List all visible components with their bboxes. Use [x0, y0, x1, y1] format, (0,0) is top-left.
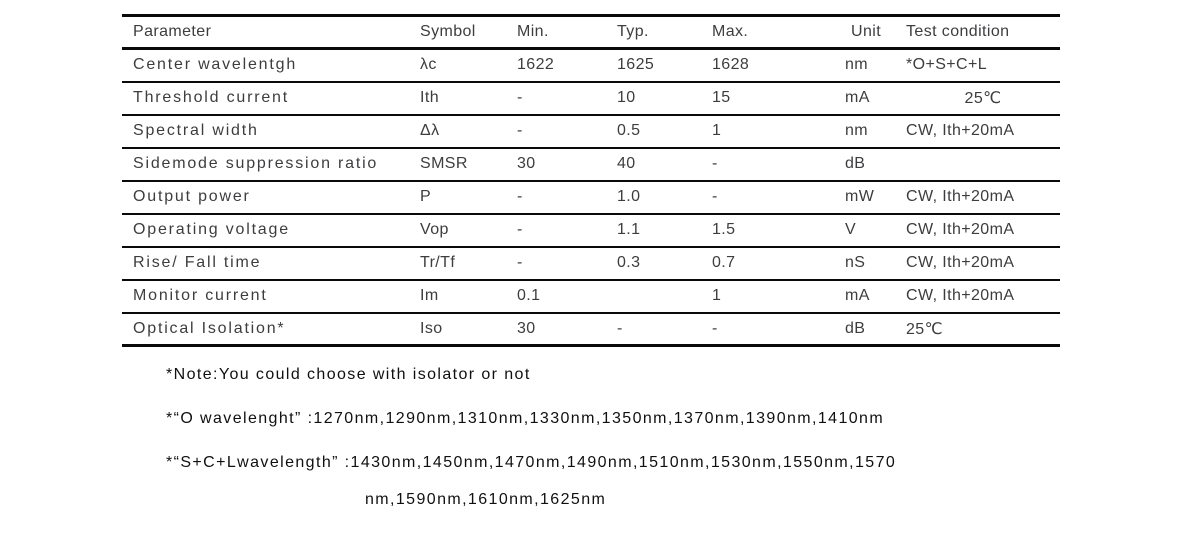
cell-typ: 1625 — [617, 49, 712, 82]
cell-max: 1 — [712, 115, 845, 148]
cell-test: CW, Ith+20mA — [906, 214, 1060, 247]
column-header-parameter: Parameter — [122, 16, 420, 49]
cell-unit: nS — [845, 247, 906, 280]
cell-typ — [617, 280, 712, 313]
cell-symbol: Δλ — [420, 115, 517, 148]
cell-parameter: Sidemode suppression ratio — [122, 148, 420, 181]
note-scl-wavelength-line2: nm,1590nm,1610nm,1625nm — [365, 491, 607, 508]
cell-max: 0.7 — [712, 247, 845, 280]
cell-symbol: P — [420, 181, 517, 214]
cell-max: - — [712, 148, 845, 181]
cell-symbol: Vop — [420, 214, 517, 247]
cell-min: 1622 — [517, 49, 617, 82]
spec-table-header — [122, 16, 1060, 49]
cell-parameter: Threshold current — [122, 82, 420, 115]
cell-max: 1 — [712, 280, 845, 313]
cell-min: - — [517, 214, 617, 247]
cell-min: - — [517, 82, 617, 115]
cell-symbol: Tr/Tf — [420, 247, 517, 280]
cell-test: CW, Ith+20mA — [906, 181, 1060, 214]
cell-max: - — [712, 181, 845, 214]
header-row — [122, 16, 1060, 49]
cell-symbol: Im — [420, 280, 517, 313]
table-row — [122, 148, 1060, 181]
cell-max: 1628 — [712, 49, 845, 82]
cell-test: CW, Ith+20mA — [906, 247, 1060, 280]
cell-parameter: Monitor current — [122, 280, 420, 313]
table-row — [122, 313, 1060, 346]
cell-min: - — [517, 247, 617, 280]
cell-unit: dB — [845, 313, 906, 346]
column-header-min: Min. — [517, 16, 617, 49]
spec-table — [122, 14, 1060, 347]
cell-unit: dB — [845, 148, 906, 181]
table-row — [122, 214, 1060, 247]
note-scl-wavelength-line1: *“S+C+Lwavelength” :1430nm,1450nm,1470nm,1490nm,1510nm,1530nm,1550nm,1570 — [166, 454, 897, 471]
cell-typ: 0.3 — [617, 247, 712, 280]
column-header-symbol: Symbol — [420, 16, 517, 49]
cell-unit: mA — [845, 280, 906, 313]
cell-parameter: Operating voltage — [122, 214, 420, 247]
cell-unit: V — [845, 214, 906, 247]
column-header-typ: Typ. — [617, 16, 712, 49]
cell-test — [906, 148, 1060, 181]
table-row — [122, 49, 1060, 82]
cell-min: - — [517, 181, 617, 214]
spec-table-body — [122, 49, 1060, 346]
cell-unit: nm — [845, 115, 906, 148]
cell-parameter: Output power — [122, 181, 420, 214]
cell-test: CW, Ith+20mA — [906, 280, 1060, 313]
cell-parameter: Rise/ Fall time — [122, 247, 420, 280]
cell-unit: nm — [845, 49, 906, 82]
cell-max: 1.5 — [712, 214, 845, 247]
cell-max: - — [712, 313, 845, 346]
cell-test: CW, Ith+20mA — [906, 115, 1060, 148]
column-header-max: Max. — [712, 16, 845, 49]
cell-symbol: Ith — [420, 82, 517, 115]
cell-typ: 1.1 — [617, 214, 712, 247]
cell-min: 30 — [517, 313, 617, 346]
table-row — [122, 82, 1060, 115]
cell-max: 15 — [712, 82, 845, 115]
cell-test: 25℃ — [906, 82, 1060, 115]
cell-symbol: Iso — [420, 313, 517, 346]
cell-unit: mA — [845, 82, 906, 115]
cell-test: 25℃ — [906, 313, 1060, 346]
cell-unit: mW — [845, 181, 906, 214]
cell-parameter: Optical Isolation* — [122, 313, 420, 346]
table-row — [122, 280, 1060, 313]
cell-parameter: Spectral width — [122, 115, 420, 148]
table-row — [122, 181, 1060, 214]
cell-test: *O+S+C+L — [906, 49, 1060, 82]
cell-typ: 0.5 — [617, 115, 712, 148]
cell-symbol: SMSR — [420, 148, 517, 181]
cell-min: 0.1 — [517, 280, 617, 313]
table-row — [122, 115, 1060, 148]
cell-min: 30 — [517, 148, 617, 181]
cell-typ: 10 — [617, 82, 712, 115]
cell-typ: - — [617, 313, 712, 346]
cell-typ: 40 — [617, 148, 712, 181]
cell-typ: 1.0 — [617, 181, 712, 214]
cell-parameter: Center wavelentgh — [122, 49, 420, 82]
column-header-test-condition: Test condition — [906, 16, 1060, 49]
column-header-unit: Unit — [845, 16, 906, 49]
cell-min: - — [517, 115, 617, 148]
cell-symbol: λc — [420, 49, 517, 82]
note-o-wavelength: *“O wavelenght” :1270nm,1290nm,1310nm,1330nm,1350nm,1370nm,1390nm,1410nm — [166, 410, 885, 427]
table-row — [122, 247, 1060, 280]
note-isolator: *Note:You could choose with isolator or not — [166, 366, 531, 383]
